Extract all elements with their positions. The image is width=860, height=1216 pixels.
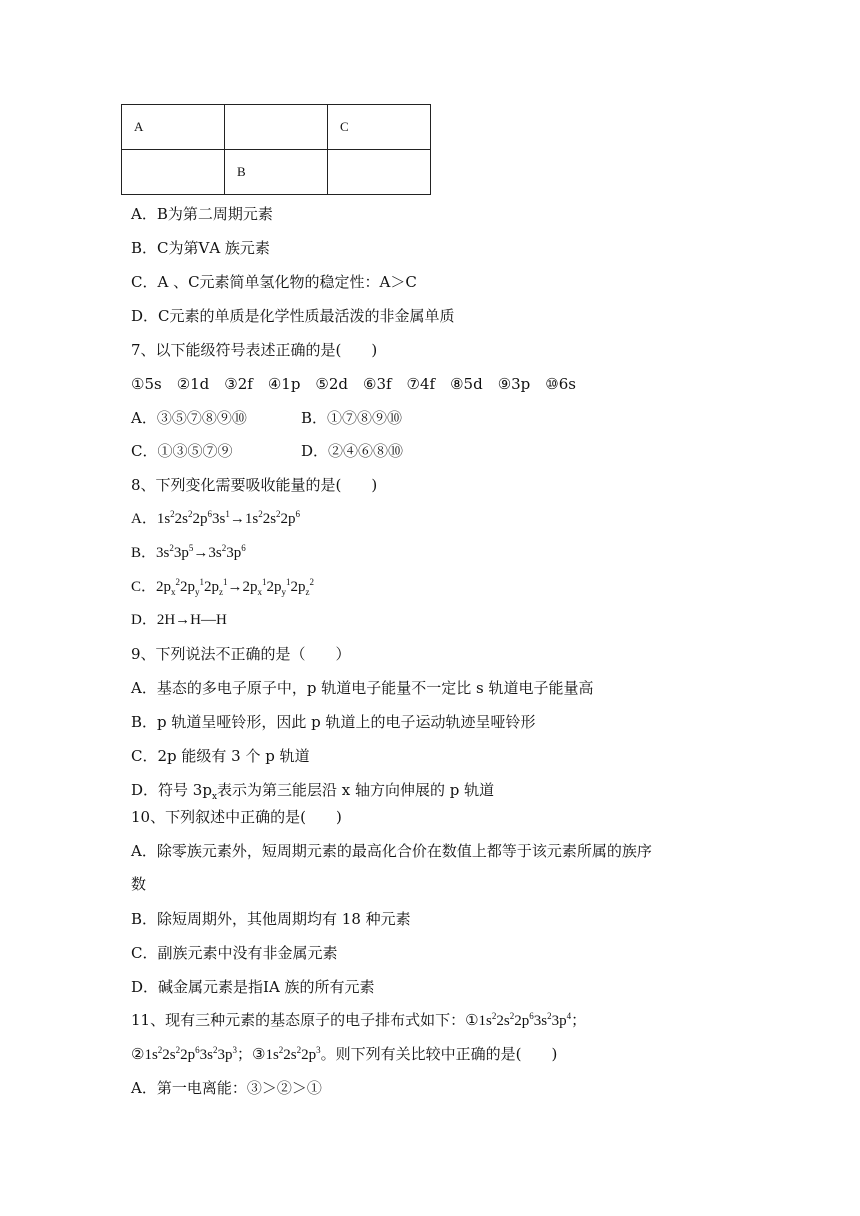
q8-option-d: D．2H→H—H [131, 612, 227, 628]
q10-option-b: B．除短周期外，其他周期均有 18 种元素 [131, 910, 411, 928]
q9-option-d-sub: x [211, 792, 218, 802]
q7-option-c: C．①③⑤⑦⑨ [131, 442, 233, 460]
q8-option-b: B．$3s^23p^5\to 3s^23p^6$ [131, 543, 246, 561]
q9-option-d [131, 780, 494, 800]
table-cell: B [225, 150, 328, 195]
table-cell: C [328, 105, 431, 150]
q7-options-row-2 [131, 441, 404, 461]
q9-option-a: A．基态的多电子原子中，p 轨道电子能量不一定比 s 轨道电子能量高 [131, 679, 594, 697]
table-row [122, 105, 431, 150]
q7-options-row-1 [131, 408, 403, 428]
table-cell [328, 150, 431, 195]
table-cell [225, 105, 328, 150]
table-cell [122, 150, 225, 195]
q6-option-c: C．A 、C元素简单氢化物的稳定性：A＞C [131, 273, 417, 291]
q11-stem-line2: $②1s^22s^22p^63s^23p^3$；$③1s^22s^22p^3$。则下列有关比较中正确的是( ) [131, 1045, 558, 1063]
q10-option-a-line2: 数 [131, 875, 147, 893]
q9-option-c: C．2p 能级有 3 个 p 轨道 [131, 747, 310, 765]
q9-option-d-post: 表示为第三能层沿 x 轴方向伸展的 p 轨道 [217, 781, 495, 799]
q10-option-d: D．碱金属元素是指ⅠA 族的所有元素 [131, 978, 375, 996]
q9-option-d-pre: D．符号 3p [131, 781, 212, 799]
q11-option-a: A．第一电离能：③＞②＞① [131, 1079, 322, 1097]
q10-option-a-line1: A．除零族元素外，短周期元素的最高化合价在数值上都等于该元素所属的族序 [131, 842, 652, 860]
q7-items: ①5s ②1d ③2f ④1p ⑤2d ⑥3f ⑦4f ⑧5d ⑨3p ⑩6s [131, 375, 576, 393]
periodic-fragment-table [121, 104, 431, 195]
q11-stem-pre: 11、现有三种元素的基态原子的电子排布式如下： [131, 1011, 466, 1029]
q9-option-b: B．p 轨道呈哑铃形，因此 p 轨道上的电子运动轨迹呈哑铃形 [131, 713, 536, 731]
q10-option-c: C．副族元素中没有非金属元素 [131, 944, 338, 962]
q11-stem-end: 。则下列有关比较中正确的是( ) [320, 1045, 558, 1063]
table-cell: A [122, 105, 225, 150]
q6-option-d: D．C元素的单质是化学性质最活泼的非金属单质 [131, 307, 455, 325]
q9-stem: 9、下列说法不正确的是（ ） [131, 645, 351, 663]
table-row [122, 150, 431, 195]
q10-stem: 10、下列叙述中正确的是( ) [131, 808, 342, 826]
q8-stem: 8、下列变化需要吸收能量的是( ) [131, 476, 378, 494]
q11-stem-line1: 11、现有三种元素的基态原子的电子排布式如下：$①1s^22s^22p^63s^23p^4$； [131, 1011, 587, 1029]
q7-stem: 7、以下能级符号表述正确的是( ) [131, 341, 378, 359]
q7-option-a: A．③⑤⑦⑧⑨⑩ [131, 409, 247, 427]
q7-option-d: D．②④⑥⑧⑩ [301, 442, 404, 460]
q6-option-b: B．C为第ⅤA 族元素 [131, 239, 270, 257]
q8-option-a: A．$1s^22s^22p^63s^1\to 1s^22s^22p^6$ [131, 509, 301, 527]
q7-option-b: B．①⑦⑧⑨⑩ [301, 409, 403, 427]
q8-option-c: C．$2p_x^22p_y^12p_z^1\to 2p_x^12p_y^12p_z^2$ [131, 577, 315, 597]
q6-option-a: A．B为第二周期元素 [131, 205, 273, 223]
